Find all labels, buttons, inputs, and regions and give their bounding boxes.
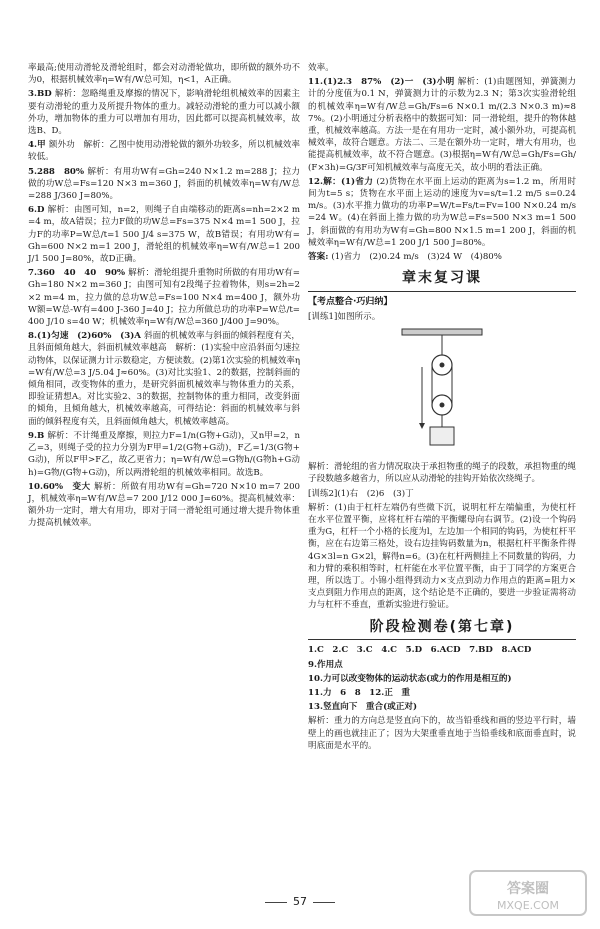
stage-answer-line: 10.力可以改变物体的运动状态(或力的作用是相互的) <box>308 673 512 684</box>
answer-text: 解析：忽略绳重及摩擦的情况下，影响滑轮组机械效率的因素主要有动滑轮的重力及所提升物体的重力。减轻动滑轮的重力可以减小额外功，增加物体的重力可以增加有用功，因此都可以提高机械效率，故选B、D。 <box>28 89 300 137</box>
right-item <box>308 251 576 263</box>
answer-text: 解析：不计绳重及摩擦，则拉力F=1/n(G物+G动)，又n甲=2，n乙=3，则绳子受的拉力分别为F甲=1/2(G物+G动)，F乙=1/3(G物+G动)，所以F甲>F乙，故乙更省力；η=W有/W总=G物h/(G物h+G动h)=G物/(G物+G动)，所以两滑轮组的机械效率相同。故选B。 <box>28 430 300 478</box>
left-item <box>28 430 300 479</box>
stage-header: 阶段检测卷(第七章) <box>308 618 576 641</box>
question-number: 12.解：(1)省力 <box>308 176 377 187</box>
question-number: 7.360 40 40 90% <box>28 268 129 279</box>
page-number-text: 57 <box>293 895 307 908</box>
svg-text:答案圈: 答案圈 <box>507 881 549 897</box>
train2-line: [训练2](1)右 (2)6 (3)丁 <box>308 488 414 499</box>
question-number: 6.D <box>28 205 48 216</box>
train2-analysis: 解析：(1)由于杠杆左端仍有些微下沉，说明杠杆左端偏重，为使杠杆在水平位置平衡，应将杠杆右端的平衡螺母向右调节。(2)设一个钩码重为G，杠杆一个小格的长度为l，左边加一个相同的钩码，为使杠杆平衡，应在右边第三格处，设右边挂钩码数量为n，根据杠杆平衡条件得4G×3l=n G×2l，解得n=6。(3)在杠杆两侧挂上不同数量的钩码，力和力臂的乘积相等时，杠杆能在水平位置平衡，由于丁同学的方案更合理，所以选丁。小锦小组得到动力×支点到动力作用点的距离=阻力×支点到阻力作用点的距离，这个结论是不正确的，要进一步验证需将动力与杠杆不垂直，重新实验进行验证。 <box>308 502 576 611</box>
right-item <box>308 76 576 174</box>
answer-text: 解析：所做有用功W有=Gh=720 N×10 m=7 200 J，机械效率η=W有/W总=7 200 J/12 000 J=60%。提高机械效率：额外功一定时，增大有用功，即对于同一滑轮组可通过增大提升物体重力提高机械效率。 <box>28 481 301 529</box>
train1-analysis: 解析：滑轮组的省力情况取决于承担物重的绳子的段数，承担物重的绳子段数越多越省力，所以应从动滑轮的挂钩开始依次绕绳子。 <box>308 462 576 485</box>
left-item <box>28 267 300 328</box>
answer-text: 额外功 解析：乙图中使用动滑轮做的额外功较多，所以机械效率较低。 <box>28 140 300 163</box>
watermark-logo <box>468 863 588 923</box>
answer-text: (1)省力 (2)0.24 m/s (3)24 W (4)80% <box>331 252 502 263</box>
answer-text: 解析：有用功W有=Gh=240 N×1.2 m=288 J；拉力做的功W总=Fs=120 N×3 m=360 J，斜面的机械效率η=W有/W总=288 J/360 J=80%。 <box>28 166 300 202</box>
answer-text: 效率。 <box>308 63 334 73</box>
answer-text: 率最高;使用动滑轮及滑轮组时，都会对动滑轮做功，即所做的额外功不为0，根据机械效率η=W有/W总可知，η<1，A正确。 <box>28 63 300 86</box>
right-answers <box>308 62 576 263</box>
answer-text: 解析：(1)由题图知，弹簧测力计的分度值为0.1 N，弹簧测力计的示数为2.3 N；第3次实验滑轮组的机械效率η=W有/W总=Gh/Fs=6 N×0.1 m/(2.3 N×0.3 m)≈87%。(2)小明通过分析表格中的数据可知：同一滑轮组，提升的物体越重，机械效率越高。方法一是在有用功一定时，减小额外功，可提高机械效率，故符合题意。方法二、三是在额外功一定时，增大有用功，也能提高机械效率，故不符合题意。(3)根据η=W有/W总=Gh/Fs=Gh/(F×3h)=G/3F可知机械效率与高度无关，故小明的看法正确。 <box>308 77 576 173</box>
pulley-diagram <box>392 327 492 457</box>
pulley-figure <box>392 327 492 457</box>
stage-answer-line: 1.C 2.C 3.C 4.C 5.D 6.ACD 7.BD 8.ACD <box>308 645 532 656</box>
summary-tag: 【考点整合·巧归纳】 <box>308 297 393 308</box>
svg-text:MXQE.COM: MXQE.COM <box>497 899 559 912</box>
question-number: 9.B <box>28 430 48 441</box>
question-number: 10.60% 变大 <box>28 481 94 492</box>
left-item <box>28 330 300 428</box>
left-item <box>28 88 300 137</box>
stage-answer-line: 11.力 6 8 12.正 重 <box>308 688 411 699</box>
question-number: 8.(1)匀速 (2)60% (3)A <box>28 331 144 342</box>
right-item <box>308 62 576 74</box>
review-header: 章末复习课 <box>308 269 576 292</box>
stage-answers <box>308 644 576 713</box>
question-number: 4.甲 <box>28 140 49 151</box>
question-number: 11.(1)2.3 87% (2)一 (3)小明 <box>308 77 458 88</box>
left-item <box>28 62 300 86</box>
question-number: 3.BD <box>28 89 55 100</box>
left-item <box>28 481 300 530</box>
answer-text: (2)货物在水平面上运动的距离为s=1.2 m，所用时间为t=5 s；货物在水平面上运动的速度为v=s/t=1.2 m/5 s=0.24 m/s。(3)水平推力做功的功率P=W/t=Fs/t=Fv=100 N×0.24 m/s=24 W。(4)在斜面上推力做的功为W总=Fs=500 N×3 m=1 500 J，斜面做的有用功为W有=Gh=800 N×1.5 m=1 200 J，斜面的机械效率η=W有/W总=1 200 J/1 500 J=80%。 <box>308 176 576 248</box>
answer-text: 解析：滑轮组提升重物时所做的有用功W有=Gh=180 N×2 m=360 J；由图可知有2段绳子拉着物体，则s=2h=2×2 m=4 m，拉力做的总功W总=Fs=100 N×4 m=400 J，额外功W额=W总-W有=400 J-360 J=40 J；拉力所做总功的功率P=W总/t=400 J/10 s=40 W；机械效率η=W有/W总=360 J/400 J=90%。 <box>28 268 300 328</box>
question-number: 5.288 80% <box>28 166 88 177</box>
right-column <box>308 62 576 754</box>
left-item <box>28 166 300 203</box>
train1-title: [训练1]如图所示。 <box>308 311 381 322</box>
last-analysis: 解析：重力的方向总是竖直向下的，故当铅垂线和画的竖边平行时，墙壁上的画也就挂正了；因为大架重垂直地于当铅垂线和底面垂直时，说明底面是水平的。 <box>308 716 576 751</box>
left-item <box>28 204 300 265</box>
stage-answer-line: 13.竖直向下 重合(或正对) <box>308 702 418 713</box>
stage-answer-line: 9.作用点 <box>308 659 343 670</box>
answer-text: 解析：由图可知，n=2，则绳子自由端移动的距离s=nh=2×2 m=4 m，故A错误；拉力F做的功W总=Fs=375 N×4 m=1 500 J，拉力F的功率P=W总/t=1 500 J/4 s=375 W，故B错误；有用功W有=Gh=600 N×2 m=1 200 J，滑轮组的机械效率η=W有/W总=1 200 J/1 500 J=80%，故D正确。 <box>28 205 300 265</box>
left-item <box>28 139 300 163</box>
question-number: 答案: <box>308 252 332 263</box>
left-column <box>28 62 300 532</box>
right-item <box>308 176 576 249</box>
answer-text: 斜面的机械效率与斜面的倾斜程度有关，且斜面倾角越大，斜面机械效率越高 解析：(1)实验中应沿斜面匀速拉动物体，以保证测力计示数稳定，方便读数。(2)第1次实验的机械效率η=W有/W总=3 J/5.04 J≈60%。(3)对比实验1、2的数据，控制斜面的倾角相同，改变物体的重力，是研究斜面机械效率与物体重力的关系，即验证猜想A。对比实验2、3的数据，控制物体的重力相同，改变斜面的倾角，且倾角越大，机械效率越高，可得结论：斜面的机械效率与斜面的倾斜程度有关，且斜面倾角越大，机械效率越高。 <box>28 331 301 427</box>
